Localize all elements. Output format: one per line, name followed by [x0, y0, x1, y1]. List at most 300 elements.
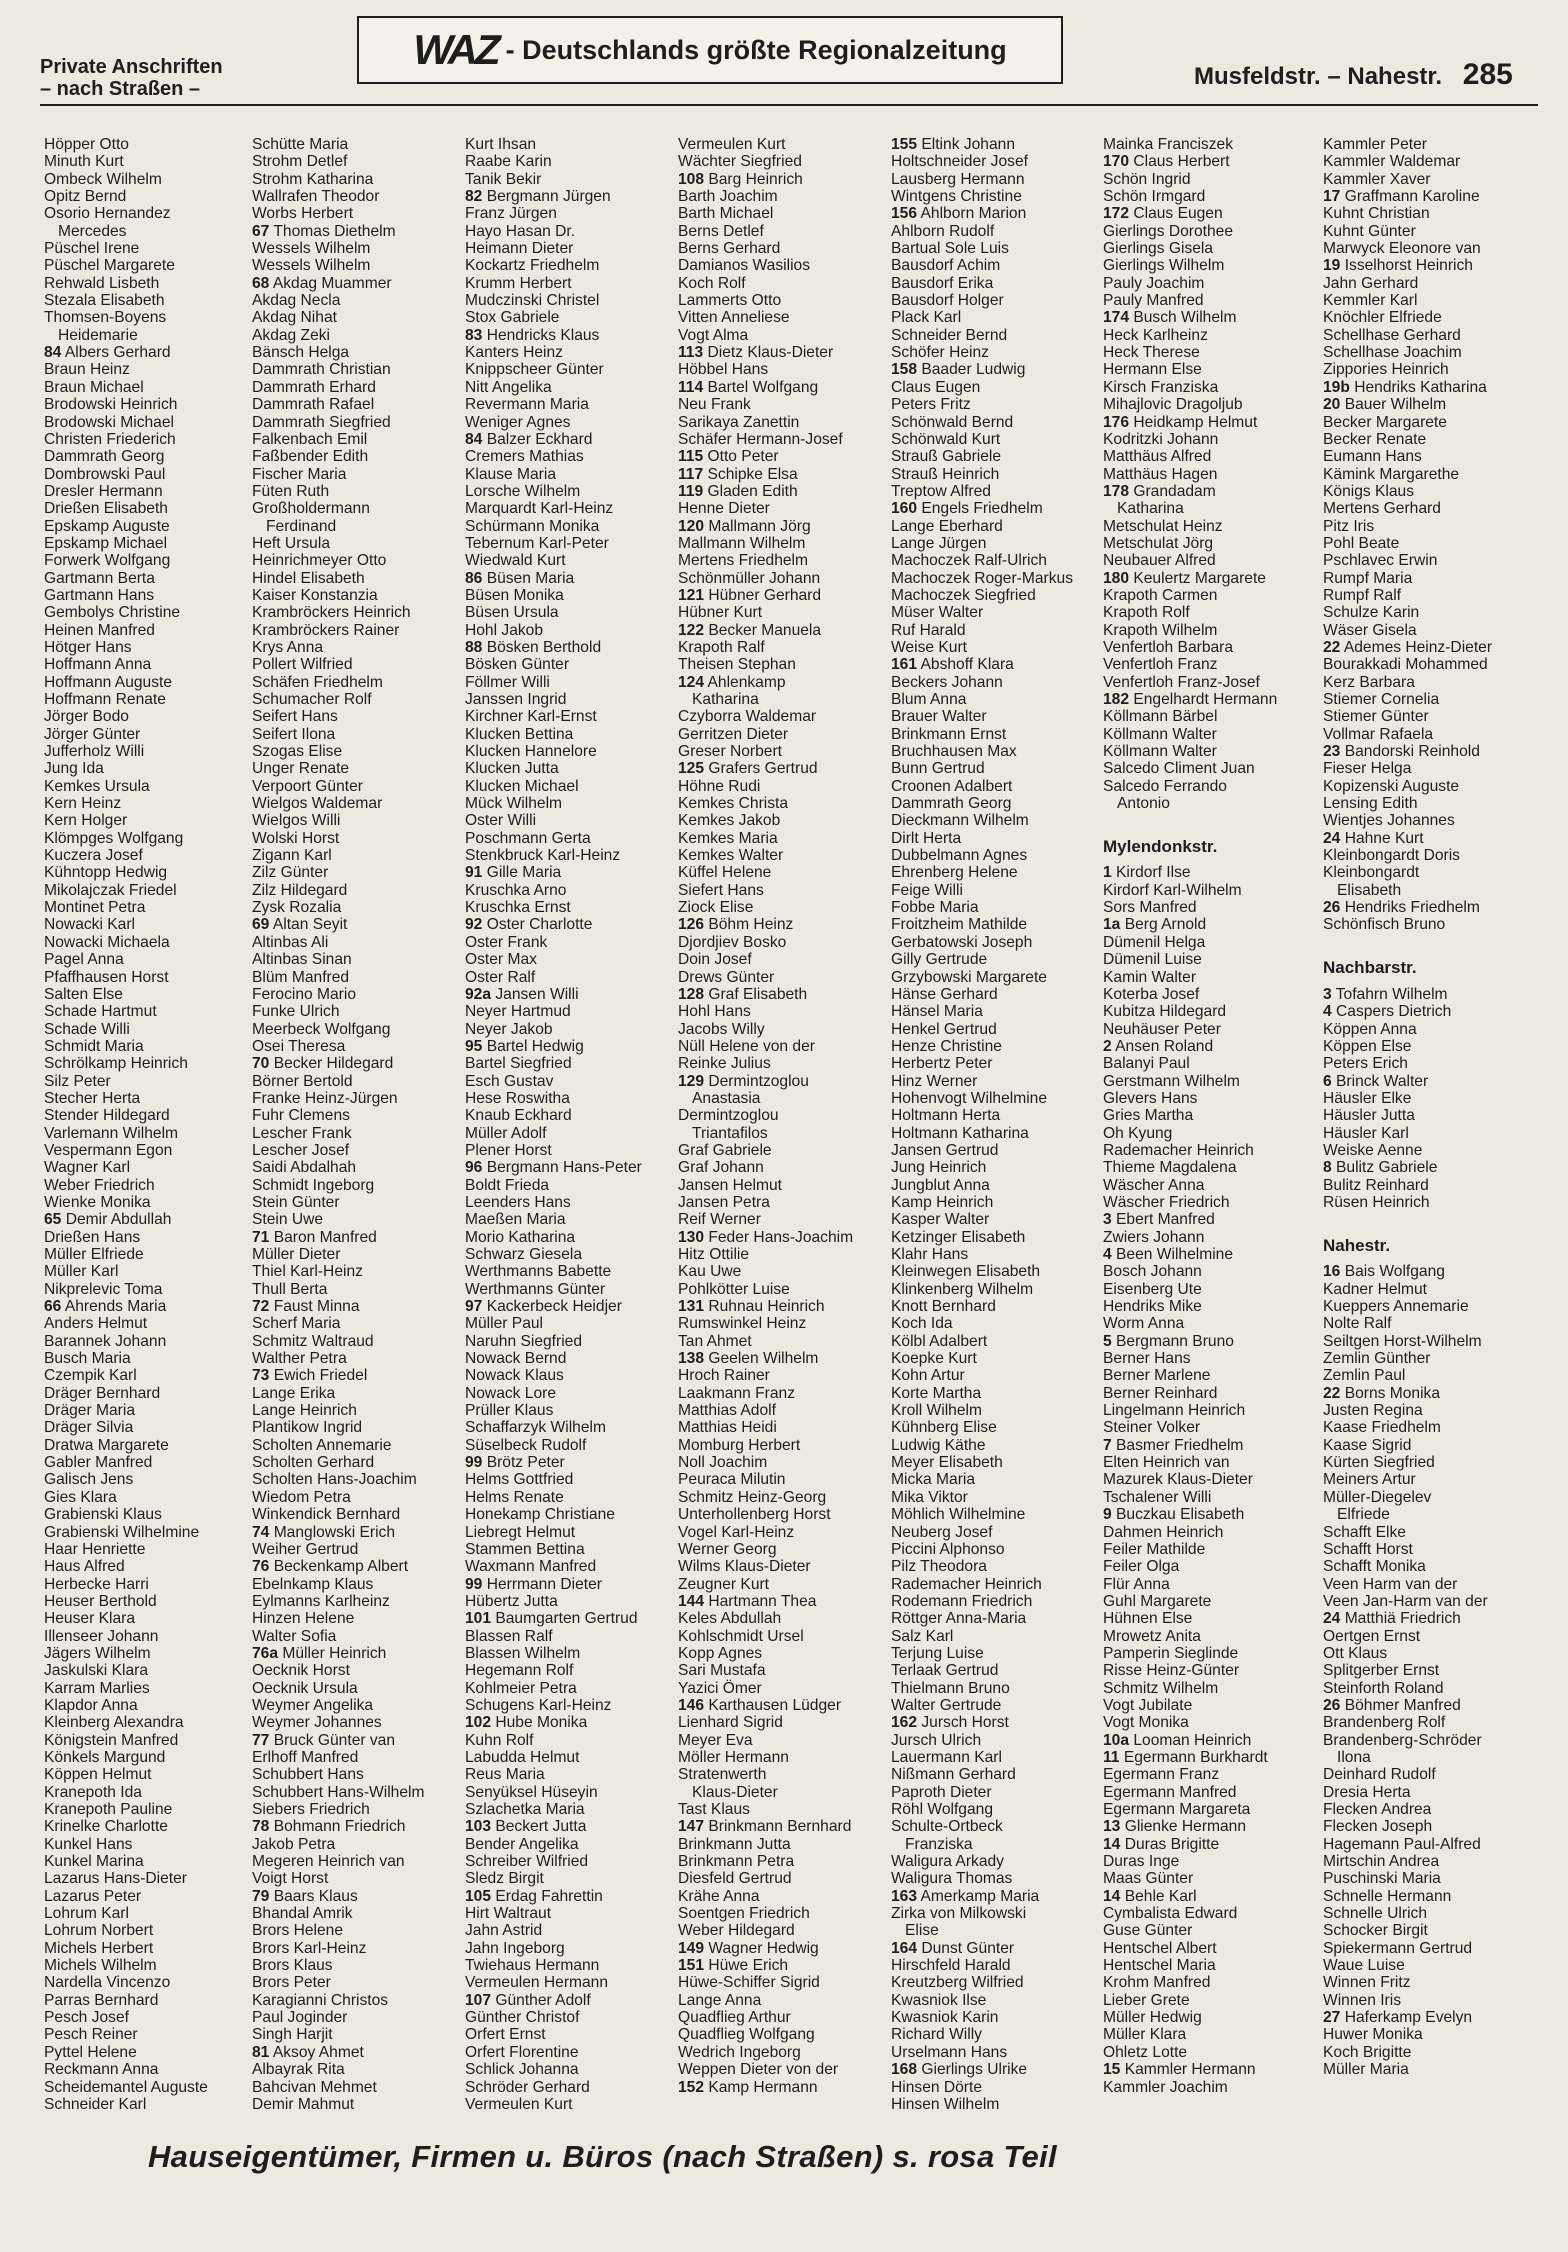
- directory-entry: Holtschneider Josef: [891, 153, 1028, 171]
- directory-entry: Werthmanns Günter: [465, 1280, 606, 1298]
- directory-entry: Grzybowski Margarete: [891, 968, 1047, 986]
- directory-entry: Mirtschin Andrea: [1323, 1853, 1440, 1871]
- directory-entry: Galisch Jens: [44, 1471, 134, 1489]
- directory-entry: Naruhn Siegfried: [465, 1332, 583, 1350]
- directory-entry: Pohl Beate: [1323, 534, 1400, 552]
- directory-entry: 67 Thomas Diethelm: [252, 222, 396, 240]
- directory-entry: Richard Willy: [891, 2026, 982, 2044]
- directory-entry: Honekamp Christiane: [465, 1506, 615, 1524]
- directory-entry: Kemmler Karl: [1323, 292, 1418, 310]
- directory-entry: Metschulat Jörg: [1103, 534, 1214, 552]
- directory-entry: Knaub Eckhard: [465, 1107, 572, 1125]
- directory-entry: Kaase Friedhelm: [1323, 1419, 1441, 1437]
- directory-entry: Blassen Wilhelm: [465, 1644, 581, 1662]
- directory-entry: Hinsen Wilhelm: [891, 2095, 1000, 2113]
- directory-entry: Wielgos Willi: [252, 812, 341, 830]
- house-number: 3: [1103, 1211, 1112, 1229]
- directory-entry: 125 Grafers Gertrud: [678, 760, 818, 778]
- directory-entry: Stender Hildegard: [44, 1107, 170, 1125]
- house-number: 22: [1323, 638, 1341, 656]
- directory-entry: Müller Hedwig: [1103, 2009, 1202, 2027]
- directory-entry: Mika Viktor: [891, 1488, 968, 1506]
- directory-entry: Werner Georg: [678, 1540, 777, 1558]
- directory-entry: Kasper Walter: [891, 1211, 990, 1229]
- entry-continuation: Elfriede: [1337, 1506, 1390, 1524]
- directory-entry: Weber Friedrich: [44, 1176, 155, 1194]
- directory-entry: Labudda Helmut: [465, 1748, 580, 1766]
- directory-entry: Czempik Karl: [44, 1367, 137, 1385]
- directory-entry: Strauß Heinrich: [891, 465, 1000, 483]
- directory-entry: Helms Gottfried: [465, 1471, 574, 1489]
- directory-entry: 92a Jansen Willi: [465, 985, 579, 1003]
- directory-entry: Dümenil Helga: [1103, 933, 1206, 951]
- directory-entry: Schnelle Hermann: [1323, 1887, 1452, 1905]
- directory-entry: Möller Hermann: [678, 1748, 789, 1766]
- directory-entry: Lensing Edith: [1323, 795, 1418, 813]
- directory-entry: Könkels Margund: [44, 1748, 166, 1766]
- house-number: 115: [678, 448, 704, 466]
- directory-entry: Graf Gabriele: [678, 1141, 772, 1159]
- directory-entry: Fischer Maria: [252, 465, 347, 483]
- directory-entry: 3 Tofahrn Wilhelm: [1323, 985, 1448, 1003]
- directory-entry: Salcedo Ferrando: [1103, 777, 1227, 795]
- directory-entry: Hindel Elisabeth: [252, 569, 365, 587]
- directory-entry: 151 Hüwe Erich: [678, 1957, 789, 1975]
- directory-entry: Püschel Irene: [44, 240, 140, 258]
- street-heading: Mylendonkstr.: [1103, 836, 1218, 856]
- directory-entry: 20 Bauer Wilhelm: [1323, 396, 1447, 414]
- directory-entry: 174 Busch Wilhelm: [1103, 309, 1237, 327]
- directory-entry: Nißmann Gerhard: [891, 1766, 1016, 1784]
- house-number: 151: [678, 1957, 705, 1975]
- directory-entry: Theisen Stephan: [678, 656, 796, 674]
- directory-entry: Krambröckers Rainer: [252, 621, 400, 639]
- directory-entry: 144 Hartmann Thea: [678, 1592, 817, 1610]
- directory-entry: Köllmann Walter: [1103, 743, 1217, 761]
- directory-entry: Osorio Hernandez: [44, 205, 171, 223]
- directory-entry: Kirsch Franziska: [1103, 378, 1219, 396]
- directory-entry: Singh Harjit: [252, 2026, 333, 2044]
- house-number: 99: [465, 1454, 483, 1472]
- directory-column-7: [1323, 136, 1492, 2079]
- directory-entry: Schaffarzyk Wilhelm: [465, 1419, 606, 1437]
- directory-entry: 114 Bartel Wolfgang: [678, 378, 819, 396]
- house-number: 97: [465, 1298, 483, 1316]
- directory-entry: Köppen Else: [1323, 1037, 1412, 1055]
- directory-entry: Szlachetka Maria: [465, 1801, 585, 1818]
- waz-banner: [357, 16, 1063, 84]
- directory-entry: Thielmann Bruno: [891, 1679, 1010, 1697]
- directory-entry: Duras Inge: [1103, 1853, 1180, 1871]
- house-number: 4: [1323, 1003, 1332, 1021]
- directory-entry: Süselbeck Rudolf: [465, 1436, 587, 1454]
- directory-entry: Dresia Herta: [1323, 1783, 1411, 1801]
- directory-entry: Gartmann Berta: [44, 569, 155, 587]
- directory-entry: 3 Ebert Manfred: [1103, 1211, 1215, 1229]
- directory-entry: Peters Fritz: [891, 396, 971, 414]
- entry-continuation: Elise: [905, 1922, 939, 1940]
- directory-entry: Knippscheer Günter: [465, 361, 604, 379]
- directory-entry: Koch Ida: [891, 1315, 953, 1333]
- directory-entry: 5 Bergmann Bruno: [1103, 1332, 1234, 1350]
- spacer: [1323, 1211, 1492, 1228]
- directory-entry: Koterba Josef: [1103, 985, 1200, 1003]
- house-number: 158: [891, 361, 918, 379]
- directory-entry: Jungblut Anna: [891, 1176, 990, 1194]
- footer-note: Hauseigentümer, Firmen u. Büros (nach Straßen) s. rosa Teil: [148, 2139, 1057, 2174]
- directory-entry: Kämink Margarethe: [1323, 465, 1460, 483]
- directory-entry: Höhne Rudi: [678, 777, 761, 795]
- directory-entry: Schlick Johanna: [465, 2061, 579, 2079]
- directory-entry: Walter Sofia: [252, 1627, 337, 1645]
- directory-entry: Jahn Ingeborg: [465, 1939, 565, 1957]
- directory-entry: Kemkes Jakob: [678, 812, 781, 830]
- directory-entry: Becker Renate: [1323, 430, 1427, 448]
- directory-entry: Matthias Adolf: [678, 1402, 776, 1420]
- directory-entry: Weise Kurt: [891, 638, 967, 656]
- directory-entry: 124 Ahlenkamp: [678, 673, 786, 691]
- house-number: 9: [1103, 1506, 1112, 1524]
- directory-entry: Schulze Karin: [1323, 604, 1420, 622]
- header-divider: [40, 104, 1538, 106]
- directory-entry: 96 Bergmann Hans-Peter: [465, 1159, 642, 1177]
- directory-entry: Huwer Monika: [1323, 2026, 1423, 2044]
- directory-entry: Cymbalista Edward: [1103, 1905, 1238, 1923]
- directory-entry: Stiemer Günter: [1323, 708, 1429, 726]
- directory-entry: 7 Basmer Friedhelm: [1103, 1436, 1244, 1454]
- directory-entry: 78 Bohmann Friedrich: [252, 1818, 406, 1836]
- entry-continuation: Antonio: [1117, 795, 1170, 813]
- directory-entry: Unterhollenberg Horst: [678, 1506, 831, 1524]
- directory-entry: Veen Jan-Harm van der: [1323, 1592, 1488, 1610]
- directory-entry: Deinhard Rudolf: [1323, 1766, 1436, 1784]
- directory-entry: Vermeulen Kurt: [465, 2095, 573, 2113]
- directory-entry: Kueppers Annemarie: [1323, 1298, 1469, 1316]
- house-number: 69: [252, 916, 270, 934]
- directory-entry: Müller Elfriede: [44, 1246, 144, 1263]
- directory-entry: Stenkbruck Karl-Heinz: [465, 847, 621, 865]
- directory-entry: Schönwald Kurt: [891, 430, 1001, 448]
- directory-entry: Vogel Karl-Heinz: [678, 1523, 795, 1541]
- directory-entry: Gierlings Gisela: [1103, 240, 1214, 258]
- directory-entry: Wagner Karl: [44, 1159, 131, 1177]
- directory-entry: Feige Willi: [891, 881, 963, 899]
- directory-entry: Scholten Hans-Joachim: [252, 1471, 417, 1489]
- directory-entry: Schürmann Monika: [465, 517, 600, 535]
- house-number: 77: [252, 1731, 270, 1749]
- directory-entry: Sors Manfred: [1103, 899, 1197, 917]
- directory-entry: Gerritzen Dieter: [678, 725, 789, 743]
- house-number: 68: [252, 274, 270, 292]
- directory-entry: Heinrichmeyer Otto: [252, 552, 387, 570]
- directory-entry: Nowacki Michaela: [44, 933, 170, 951]
- directory-entry: 113 Dietz Klaus-Dieter: [678, 344, 834, 362]
- directory-entry: Jacobs Willy: [678, 1020, 765, 1038]
- directory-entry: Gies Klara: [44, 1488, 117, 1506]
- heading-line-2: – nach Straßen –: [40, 78, 201, 100]
- directory-entry: Gerstmann Wilhelm: [1103, 1072, 1240, 1090]
- house-number: 156: [891, 205, 918, 223]
- directory-entry: Thieme Magdalena: [1103, 1159, 1237, 1177]
- directory-entry: Müller Adolf: [465, 1124, 547, 1142]
- directory-entry: Hänse Gerhard: [891, 985, 998, 1003]
- house-number: 1: [1103, 864, 1112, 882]
- directory-entry: Vespermann Egon: [44, 1141, 173, 1159]
- directory-entry: 119 Gladen Edith: [678, 482, 798, 500]
- directory-entry: Barth Michael: [678, 205, 774, 223]
- house-number: 91: [465, 864, 483, 882]
- directory-entry: Müser Walter: [891, 604, 984, 622]
- directory-entry: Heinen Manfred: [44, 621, 155, 639]
- directory-entry: Soentgen Friedrich: [678, 1905, 810, 1923]
- directory-entry: Hayo Hasan Dr.: [465, 222, 576, 240]
- directory-entry: Häusler Karl: [1323, 1124, 1409, 1142]
- directory-entry: Brinkmann Petra: [678, 1853, 795, 1871]
- directory-entry: 81 Aksoy Ahmet: [252, 2043, 364, 2061]
- directory-entry: Ruf Harald: [891, 621, 966, 639]
- house-number: 65: [44, 1211, 62, 1229]
- directory-entry: Neu Frank: [678, 396, 751, 414]
- directory-entry: Croonen Adalbert: [891, 777, 1013, 795]
- directory-entry: 72 Faust Minna: [252, 1298, 360, 1316]
- directory-entry: 66 Ahrends Maria: [44, 1298, 167, 1316]
- directory-entry: Dümenil Luise: [1103, 951, 1202, 969]
- directory-entry: Brauer Walter: [891, 708, 987, 726]
- directory-entry: Kreutzberg Wilfried: [891, 1974, 1024, 1992]
- directory-entry: Jaskulski Klara: [44, 1662, 148, 1680]
- directory-entry: Dresler Hermann: [44, 482, 163, 500]
- directory-entry: Jahn Gerhard: [1323, 274, 1419, 292]
- directory-entry: Füten Ruth: [252, 482, 330, 500]
- directory-entry: 70 Becker Hildegard: [252, 1055, 394, 1073]
- directory-entry: Kwasniok Karin: [891, 2009, 999, 2027]
- directory-entry: Epskamp Michael: [44, 534, 168, 552]
- directory-entry: Hitz Ottilie: [678, 1246, 750, 1263]
- directory-entry: 22 Borns Monika: [1323, 1384, 1441, 1402]
- directory-entry: Heuser Berthold: [44, 1592, 157, 1610]
- directory-entry: Szogas Elise: [252, 743, 343, 761]
- directory-entry: 170 Claus Herbert: [1103, 153, 1230, 171]
- directory-entry: 65 Demir Abdullah: [44, 1211, 172, 1229]
- directory-entry: Wedrich Ingeborg: [678, 2043, 801, 2061]
- directory-entry: 13 Glienke Hermann: [1103, 1818, 1247, 1836]
- directory-entry: Franz Jürgen: [465, 205, 557, 223]
- directory-entry: Megeren Heinrich van: [252, 1853, 405, 1871]
- directory-entry: Matthias Heidi: [678, 1419, 777, 1437]
- spacer: [1103, 812, 1277, 829]
- directory-entry: 164 Dunst Günter: [891, 1939, 1015, 1957]
- directory-entry: Hoffmann Auguste: [44, 673, 173, 691]
- directory-entry: Königstein Manfred: [44, 1731, 179, 1749]
- directory-entry: Neyer Jakob: [465, 1020, 553, 1038]
- directory-entry: Becker Margarete: [1323, 413, 1447, 431]
- directory-entry: Jörger Günter: [44, 725, 141, 743]
- directory-entry: Urselmann Hans: [891, 2043, 1008, 2061]
- directory-entry: Schafft Horst: [1323, 1540, 1413, 1558]
- house-number: 13: [1103, 1818, 1121, 1836]
- house-number: 114: [678, 378, 704, 396]
- directory-entry: 131 Ruhnau Heinrich: [678, 1298, 825, 1316]
- directory-entry: Werthmanns Babette: [465, 1263, 612, 1281]
- house-number: 84: [465, 430, 483, 448]
- directory-entry: Winkendick Bernhard: [252, 1506, 401, 1524]
- directory-entry: Pilz Theodora: [891, 1558, 987, 1576]
- directory-entry: Braun Heinz: [44, 361, 130, 379]
- directory-entry: Kammler Waldemar: [1323, 153, 1461, 171]
- directory-entry: Balanyi Paul: [1103, 1055, 1190, 1073]
- directory-entry: Ombeck Wilhelm: [44, 170, 162, 188]
- directory-entry: Reif Werner: [678, 1211, 761, 1229]
- directory-entry: 156 Ahlborn Marion: [891, 205, 1027, 223]
- directory-entry: Höbbel Hans: [678, 361, 769, 379]
- directory-entry: Hoffmann Renate: [44, 691, 166, 708]
- directory-entry: Meerbeck Wolfgang: [252, 1020, 391, 1038]
- directory-entry: Schade Hartmut: [44, 1003, 157, 1021]
- directory-entry: 99 Herrmann Dieter: [465, 1575, 602, 1593]
- directory-entry: Kopizenski Auguste: [1323, 777, 1460, 795]
- directory-entry: Parras Bernhard: [44, 1991, 159, 2009]
- house-number: 66: [44, 1298, 62, 1316]
- directory-entry: Falkenbach Emil: [252, 430, 368, 448]
- directory-entry: Meiners Artur: [1323, 1471, 1416, 1489]
- directory-entry: 180 Keulertz Margarete: [1103, 569, 1266, 587]
- directory-entry: Haus Alfred: [44, 1558, 125, 1576]
- directory-entry: Jursch Ulrich: [891, 1731, 982, 1749]
- directory-entry: Kamp Heinrich: [891, 1193, 994, 1211]
- house-number: 76a: [252, 1644, 279, 1662]
- entry-continuation: Klaus-Dieter: [692, 1783, 778, 1801]
- directory-entry: Kammler Joachim: [1103, 2078, 1228, 2096]
- directory-entry: Pollert Wilfried: [252, 656, 353, 674]
- directory-entry: Bartel Siegfried: [465, 1055, 572, 1073]
- directory-entry: Albayrak Rita: [252, 2061, 345, 2079]
- house-number: 180: [1103, 569, 1130, 587]
- directory-entry: Lauermann Karl: [891, 1748, 1002, 1766]
- house-number: 124: [678, 673, 705, 691]
- house-number: 146: [678, 1696, 705, 1714]
- directory-entry: Flecken Joseph: [1323, 1818, 1433, 1836]
- directory-entry: Nikprelevic Toma: [44, 1280, 163, 1298]
- directory-entry: Rodemann Friedrich: [891, 1592, 1033, 1610]
- directory-entry: Noll Joachim: [678, 1454, 768, 1472]
- directory-entry: Dräger Bernhard: [44, 1384, 161, 1402]
- directory-entry: Tanik Bekir: [465, 170, 542, 188]
- directory-entry: Kodritzki Johann: [1103, 430, 1219, 448]
- directory-entry: Berns Detlef: [678, 222, 764, 240]
- directory-entry: Lienhard Sigrid: [678, 1714, 783, 1732]
- directory-entry: Rumswinkel Heinz: [678, 1315, 807, 1333]
- directory-entry: Kölbl Adalbert: [891, 1332, 988, 1350]
- page-number: 285: [1462, 58, 1513, 91]
- directory-entry: Marwyck Eleonore van: [1323, 240, 1481, 258]
- directory-entry: Pfaffhausen Horst: [44, 968, 169, 986]
- directory-entry: Orfert Florentine: [465, 2043, 579, 2061]
- directory-entry: Tschalener Willi: [1103, 1488, 1212, 1506]
- directory-entry: Mikolajczak Friedel: [44, 881, 177, 899]
- directory-entry: Kleinbongardt: [1323, 864, 1420, 882]
- directory-entry: Wielgos Waldemar: [252, 795, 383, 813]
- directory-entry: Kerz Barbara: [1323, 673, 1415, 691]
- street-heading: Nachbarstr.: [1323, 958, 1417, 978]
- directory-entry: Königs Klaus: [1323, 482, 1415, 500]
- house-number: 138: [678, 1350, 705, 1368]
- directory-entry: Jufferholz Willi: [44, 743, 145, 761]
- directory-entry: Dammrath Erhard: [252, 378, 376, 396]
- directory-entry: Pohlkötter Luise: [678, 1280, 790, 1298]
- directory-entry: Prüller Klaus: [465, 1402, 554, 1420]
- directory-entry: Henne Dieter: [678, 500, 770, 518]
- house-number: 14: [1103, 1887, 1121, 1905]
- directory-entry: Graf Johann: [678, 1159, 764, 1177]
- directory-entry: Senyüksel Hüseyin: [465, 1783, 598, 1801]
- directory-entry: Altinbas Ali: [252, 933, 329, 951]
- directory-entry: Zilz Günter: [252, 864, 329, 882]
- directory-entry: Ferocino Mario: [252, 985, 356, 1003]
- directory-entry: Schön Irmgard: [1103, 188, 1206, 206]
- directory-entry: Minuth Kurt: [44, 153, 124, 171]
- house-number: 155: [891, 136, 918, 153]
- directory-entry: Kaiser Konstanzia: [252, 586, 378, 604]
- directory-entry: Machoczek Ralf-Ulrich: [891, 552, 1047, 570]
- directory-entry: Koch Brigitte: [1323, 2043, 1412, 2061]
- directory-entry: Krambröckers Heinrich: [252, 604, 411, 622]
- directory-entry: Kockartz Friedhelm: [465, 257, 600, 275]
- directory-entry: Egermann Franz: [1103, 1766, 1220, 1784]
- directory-entry: Bulitz Reinhard: [1323, 1176, 1429, 1194]
- directory-entry: Stammen Bettina: [465, 1540, 585, 1558]
- directory-entry: Varlemann Wilhelm: [44, 1124, 179, 1142]
- directory-entry: Günther Christof: [465, 2009, 580, 2027]
- directory-entry: Kubitza Hildegard: [1103, 1003, 1227, 1021]
- directory-entry: Krapoth Wilhelm: [1103, 621, 1218, 639]
- house-number: 22: [1323, 1384, 1341, 1402]
- directory-entry: Hirschfeld Harald: [891, 1957, 1011, 1975]
- directory-entry: Schreiber Wilfried: [465, 1853, 589, 1871]
- directory-entry: Zwiers Johann: [1103, 1228, 1205, 1246]
- directory-entry: Vermeulen Hermann: [465, 1974, 609, 1992]
- house-number: 144: [678, 1592, 705, 1610]
- directory-entry: Vogt Alma: [678, 326, 749, 344]
- directory-entry: Mrowetz Anita: [1103, 1627, 1201, 1645]
- directory-entry: Drießen Elisabeth: [44, 500, 168, 518]
- directory-entry: Wiedwald Kurt: [465, 552, 566, 570]
- directory-entry: Beckers Johann: [891, 673, 1003, 691]
- directory-entry: Jansen Helmut: [678, 1176, 783, 1194]
- house-number: 102: [465, 1714, 492, 1732]
- directory-entry: Thiel Karl-Heinz: [252, 1263, 363, 1281]
- directory-entry: Hese Roswitha: [465, 1089, 570, 1107]
- directory-entry: Knott Bernhard: [891, 1298, 996, 1316]
- directory-entry: 8 Bulitz Gabriele: [1323, 1159, 1438, 1177]
- directory-entry: Kunkel Marina: [44, 1853, 144, 1871]
- house-number: 14: [1103, 1835, 1121, 1853]
- directory-entry: Lange Anna: [678, 1991, 762, 2009]
- directory-entry: Jörger Bodo: [44, 708, 129, 726]
- directory-entry: Quadflieg Arthur: [678, 2009, 791, 2027]
- directory-entry: Blum Anna: [891, 691, 967, 708]
- house-number: 95: [465, 1037, 483, 1055]
- entry-continuation: Triantafilos: [692, 1124, 768, 1142]
- directory-entry: 128 Graf Elisabeth: [678, 985, 808, 1003]
- house-number: 129: [678, 1072, 705, 1090]
- directory-entry: Kroll Wilhelm: [891, 1402, 982, 1420]
- directory-entry: Epskamp Auguste: [44, 517, 170, 535]
- directory-entry: Gierlings Dorothee: [1103, 222, 1234, 240]
- directory-entry: Doin Josef: [678, 951, 752, 969]
- entry-continuation: Heidemarie: [58, 326, 138, 344]
- directory-entry: Klapdor Anna: [44, 1696, 138, 1714]
- directory-entry: 2 Ansen Roland: [1103, 1037, 1214, 1055]
